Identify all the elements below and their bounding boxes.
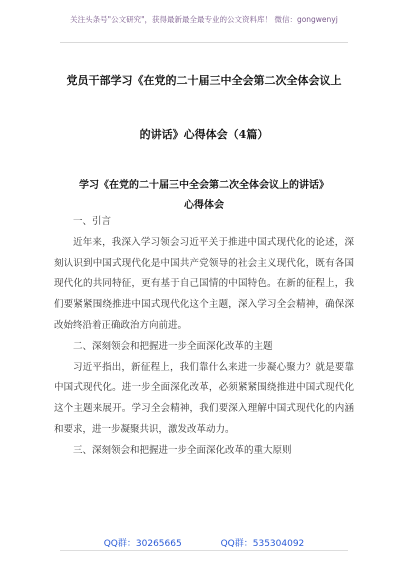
paragraph-theme: 习近平指出，新征程上，我们靠什么来进一步凝心聚力？就是要靠中国式现代化。进一步全面深化改革，必须紧紧围绕推进中国式现代化这个主题来展开。学习全会精神，我们要深入理解中国式现代化的内涵和要求，进一步凝聚共识，激发改革动力。 [54, 361, 354, 435]
footer-qq-group-2: QQ群：535304092 [220, 539, 305, 549]
document-title-line-1: 党员干部学习《在党的二十届三中全会第二次全体会议上 [66, 74, 342, 87]
article-title-line-1: 学习《在党的二十届三中全会第二次全体会议上的讲话》 [79, 180, 329, 191]
section-heading-theme: 二、深刻领会和把握进一步全面深化改革的主题 [73, 340, 273, 352]
article-title-line-2: 心得体会 [184, 200, 224, 211]
header-banner: 关注头条号"公文研究"，获得最新最全最专业的公文资料库！ 微信：gongwenyj [70, 15, 338, 24]
paragraph-introduction: 近年来，我深入学习领会习近平关于推进中国式现代化的论述，深刻认识到中国式现代化是中国共产党领导的社会主义现代化，既有各国现代化的共同特征，更有基于自己国情的中国特色。在新的征程上，我们要紧紧围绕推进中国式现代化这个主题，深入学习全会精神，确保深改始终沿着正确政治方向前进。 [54, 236, 354, 331]
article-body [54, 212, 354, 462]
section-heading-introduction: 一、引言 [73, 216, 112, 227]
header-divider [60, 42, 348, 43]
document-title-line-2: 的讲话》心得体会（4篇） [139, 128, 269, 141]
footer-contacts [0, 536, 408, 549]
section-heading-principles: 三、深刻领会和把握进一步全面深化改革的重大原则 [73, 444, 292, 456]
footer-divider [60, 550, 348, 551]
footer-qq-group-1: QQ群：30265665 [103, 539, 182, 549]
